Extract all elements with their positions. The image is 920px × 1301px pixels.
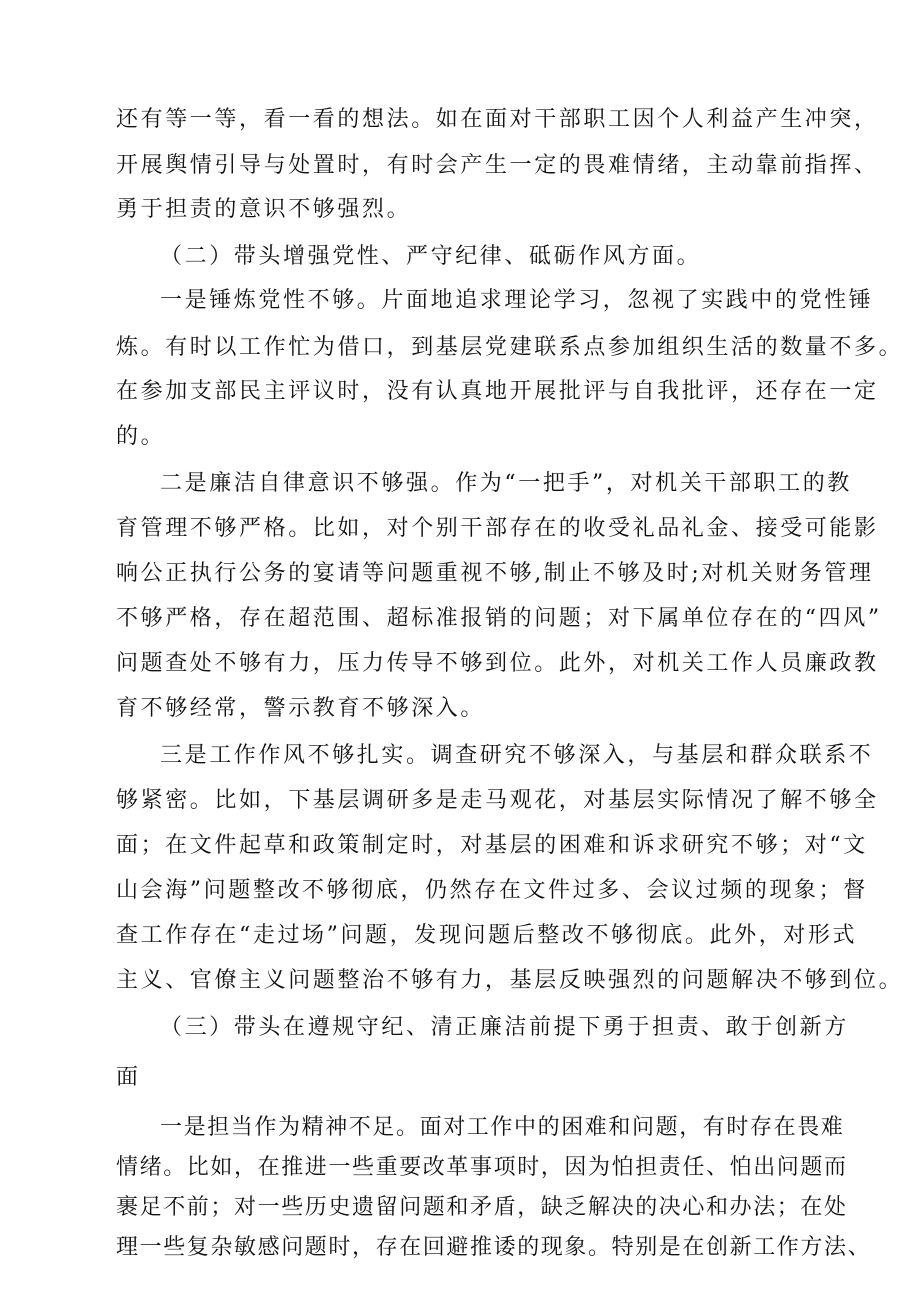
- text-line: 面: [116, 1065, 141, 1090]
- text-line: 勇于担责的意识不够强烈。: [116, 197, 412, 222]
- text-line: 开展舆情引导与处置时，有时会产生一定的畏难情绪，主动靠前指挥、: [116, 153, 879, 178]
- text-line: 面；在文件起草和政策制定时，对基层的困难和诉求研究不够；对“文: [116, 833, 868, 858]
- text-line: 的。: [116, 424, 166, 449]
- text-line: 一是担当作为精神不足。面对工作中的困难和问题，有时存在畏难: [160, 1115, 845, 1140]
- text-line: 理一些复杂敏感问题时，存在回避推诿的现象。特别是在创新工作方法、: [116, 1235, 872, 1260]
- text-line: 三是工作作风不够扎实。调查研究不够深入，与基层和群众联系不: [160, 743, 874, 768]
- text-line: 不够严格，存在超范围、超标准报销的问题；对下属单位存在的“四风”: [116, 606, 882, 631]
- text-line: 山会海”问题整改不够彻底，仍然存在文件过多、会议过频的现象；督: [116, 878, 868, 903]
- text-line: 问题查处不够有力，压力传导不够到位。此外，对机关工作人员廉政教: [116, 651, 879, 676]
- text-line: 在参加支部民主评议时，没有认真地开展批评与自我批评，还存在一定: [116, 379, 879, 404]
- text-line: 一是锤炼党性不够。片面地追求理论学习，忽视了实践中的党性锤: [160, 288, 874, 313]
- text-line: 响公正执行公务的宴请等问题重视不够,制止不够及时;对机关财务管理: [116, 561, 874, 586]
- text-line: 炼。有时以工作忙为借口，到基层党建联系点参加组织生活的数量不多。: [116, 335, 904, 360]
- section-heading-2: （二）带头增强党性、严守纪律、砥砺作风方面。: [160, 244, 702, 269]
- text-line: 情绪。比如，在推进一些重要改革事项时，因为怕担责任、怕出问题而: [116, 1155, 848, 1180]
- text-line: 裹足不前；对一些历史遗留问题和矛盾，缺乏解决的决心和办法；在处: [116, 1195, 848, 1220]
- text-line: 育管理不够严格。比如，对个别干部存在的收受礼品礼金、接受可能影: [116, 516, 879, 541]
- text-line: 育不够经常，警示教育不够深入。: [116, 696, 486, 721]
- text-line: 还有等一等，看一看的想法。如在面对干部职工因个人利益产生冲突，: [116, 107, 879, 132]
- section-heading-3: （三）带头在遵规守纪、清正廉洁前提下勇于担责、敢于创新方: [160, 1015, 849, 1040]
- text-line: 主义、官僚主义问题整治不够有力，基层反映强烈的问题解决不够到位。: [116, 968, 904, 993]
- text-line: 查工作存在“走过场”问题，发现问题后整改不够彻底。此外，对形式: [116, 923, 858, 948]
- text-line: 二是廉洁自律意识不够强。作为“一把手”，对机关干部职工的教: [160, 471, 852, 496]
- text-line: 够紧密。比如，下基层调研多是走马观花，对基层实际情况了解不够全: [116, 788, 879, 813]
